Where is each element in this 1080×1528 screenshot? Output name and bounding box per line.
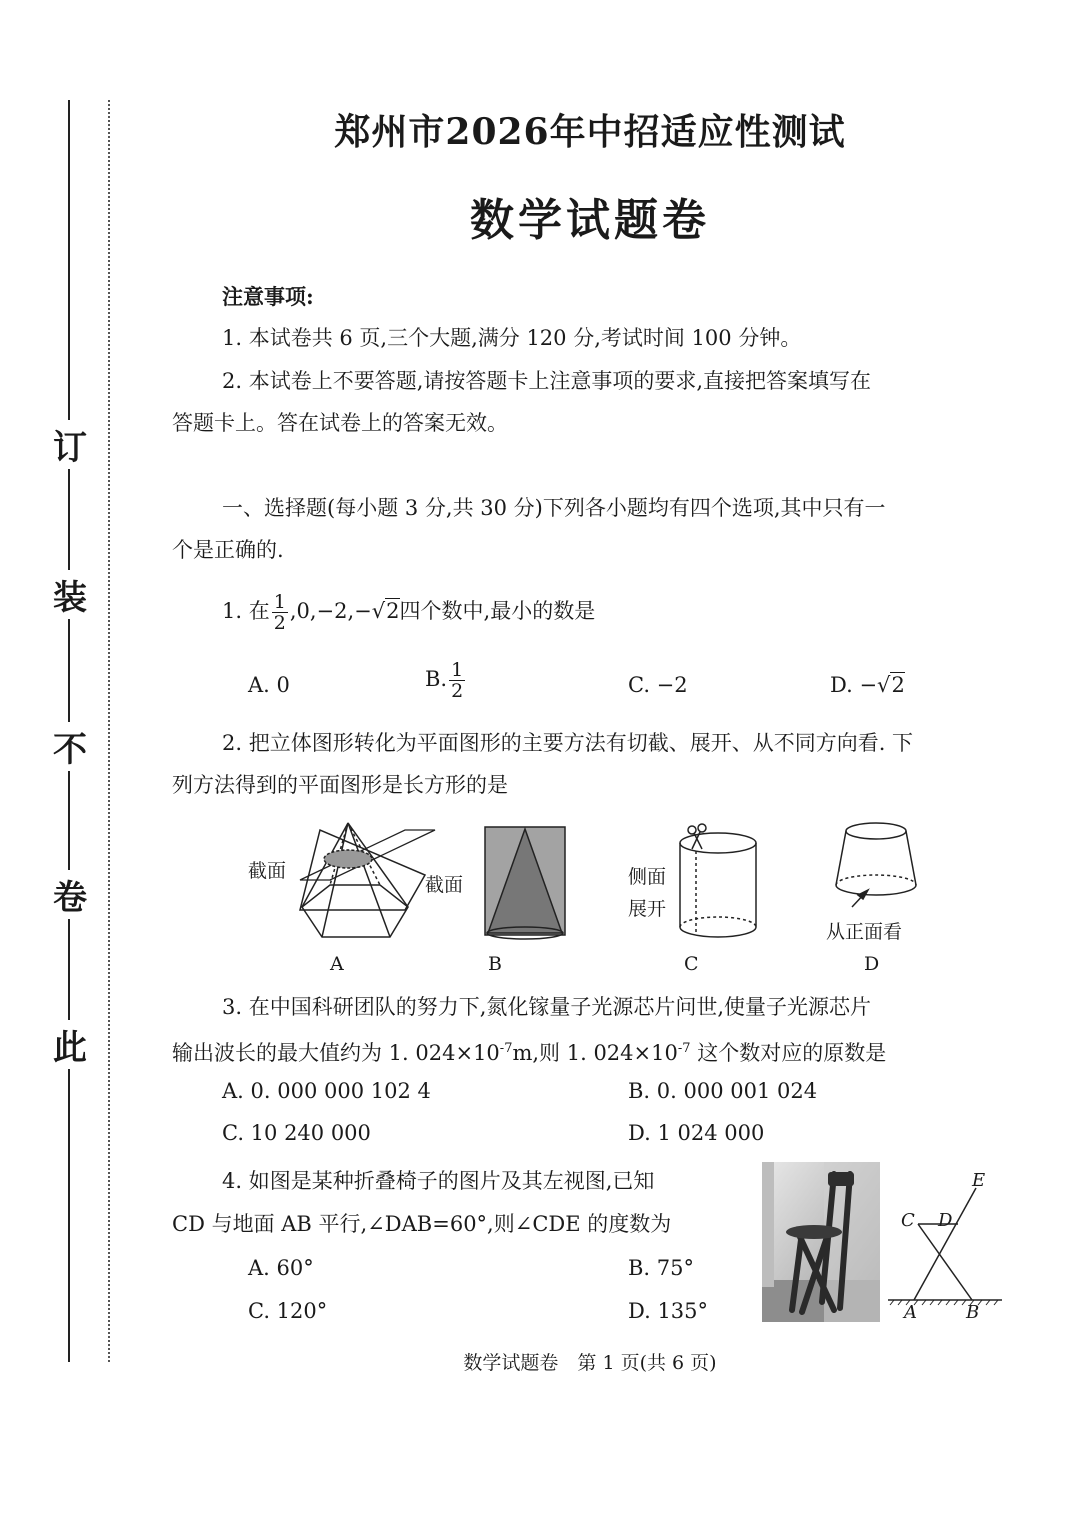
q1-option-c: C. −2: [628, 673, 688, 697]
question-3-line1: 3. 在中国科研团队的努力下,氮化镓量子光源芯片问世,使量子光源芯片: [222, 995, 872, 1019]
binding-line-dotted: [108, 100, 110, 1362]
point-e-label: E: [972, 1170, 986, 1191]
binding-char: 不: [50, 722, 90, 771]
binding-char: 此: [50, 1020, 90, 1069]
section-1-intro-line2: 个是正确的.: [172, 538, 284, 562]
question-2-line1: 2. 把立体图形转化为平面图形的主要方法有切截、展开、从不同方向看. 下: [222, 731, 914, 755]
paper-subtitle: 数学试题卷: [470, 195, 710, 246]
q1-frac-num: 1: [273, 591, 286, 613]
fig-d-note: 从正面看: [826, 921, 903, 943]
q1-fraction: [272, 592, 288, 633]
figure-c-cylinder: [680, 824, 756, 937]
q1-option-a: A. 0: [248, 673, 290, 697]
q4-option-b: B. 75°: [628, 1256, 695, 1280]
fig-c-note-1: 侧面: [628, 866, 667, 888]
q4-option-d: D. 135°: [628, 1299, 709, 1323]
q1-option-d-label: D. −: [830, 673, 878, 697]
q3-option-a: A. 0. 000 000 102 4: [222, 1079, 431, 1103]
fig-label-b: B: [488, 953, 502, 975]
q4-option-c: C. 120°: [248, 1299, 328, 1323]
fig-label-a: A: [330, 953, 344, 975]
point-a-label: A: [904, 1302, 917, 1323]
binding-char: 装: [50, 570, 90, 619]
q3-option-d: D. 1 024 000: [628, 1121, 765, 1145]
q1-suffix: 四个数中,最小的数是: [399, 599, 596, 623]
q1-sqrt-value: 2: [386, 599, 400, 623]
q1-option-b-fraction: [449, 660, 465, 701]
notice-item-1: 1. 本试卷共 6 页,三个大题,满分 120 分,考试时间 100 分钟。: [222, 326, 802, 350]
question-3-line2: [172, 1034, 886, 1068]
q3-exponent: -7: [677, 1041, 691, 1056]
question-4-line2: CD 与地面 AB 平行,∠DAB=60°,则∠CDE 的度数为: [172, 1212, 672, 1236]
fig-label-d: D: [864, 953, 880, 975]
sqrt-sign: √: [371, 599, 386, 623]
notice-item-2-line2: 答题卡上。答在试卷上的答案无效。: [172, 411, 508, 435]
fig-c-note-2: 展开: [628, 898, 667, 920]
q1-option-d-sqrt: 2: [891, 673, 905, 697]
point-d-label: D: [938, 1210, 953, 1231]
figure-d-frustum: [836, 823, 916, 907]
figure-b-section: [485, 827, 565, 939]
sqrt-sign: √: [877, 673, 891, 697]
notice-heading: 注意事项:: [222, 284, 314, 309]
folding-chair-photo: [762, 1162, 880, 1322]
q3-option-b: B. 0. 000 001 024: [628, 1079, 818, 1103]
q3-line2-b: m,则 1. 024×10: [512, 1041, 678, 1065]
page-footer: 数学试题卷 第 1 页(共 6 页): [463, 1352, 717, 1374]
q4-left-view-diagram: [884, 1168, 1008, 1326]
binding-char: 卷: [50, 870, 90, 919]
fig-a-note: 截面: [248, 860, 287, 882]
notice-item-2-line1: 2. 本试卷上不要答题,请按答题卡上注意事项的要求,直接把答案填写在: [222, 369, 872, 393]
section-1-intro-line1: 一、选择题(每小题 3 分,共 30 分)下列各小题均有四个选项,其中只有一: [222, 496, 886, 520]
point-c-label: C: [901, 1210, 915, 1231]
exam-title: 郑州市2026年中招适应性测试: [334, 111, 846, 153]
q4-option-a: A. 60°: [248, 1256, 314, 1280]
q1-mid: ,0,−2,−: [289, 599, 372, 623]
q3-line2-c: 这个数对应的原数是: [690, 1041, 887, 1065]
q1-option-b-den: 2: [451, 680, 464, 702]
q1-option-b-num: 1: [451, 659, 464, 681]
figure-a-pyramid: [300, 823, 435, 937]
question-2-line2: 列方法得到的平面图形是长方形的是: [172, 773, 508, 797]
q1-option-b-label: B.: [425, 667, 448, 691]
fig-label-c: C: [684, 953, 699, 975]
q1-frac-den: 2: [273, 612, 286, 634]
q1-option-d: [830, 670, 905, 700]
q3-line2-a: 输出波长的最大值约为 1. 024×10: [172, 1041, 500, 1065]
fig-b-note: 截面: [425, 874, 464, 896]
q1-prefix: 1. 在: [222, 599, 270, 623]
q3-exponent: -7: [499, 1041, 513, 1056]
q3-option-c: C. 10 240 000: [222, 1121, 371, 1145]
question-4-line1: 4. 如图是某种折叠椅子的图片及其左视图,已知: [222, 1169, 655, 1193]
q1-option-b: [425, 660, 467, 701]
point-b-label: B: [966, 1302, 980, 1323]
binding-char: 订: [50, 420, 90, 469]
question-1-stem: [222, 592, 595, 633]
